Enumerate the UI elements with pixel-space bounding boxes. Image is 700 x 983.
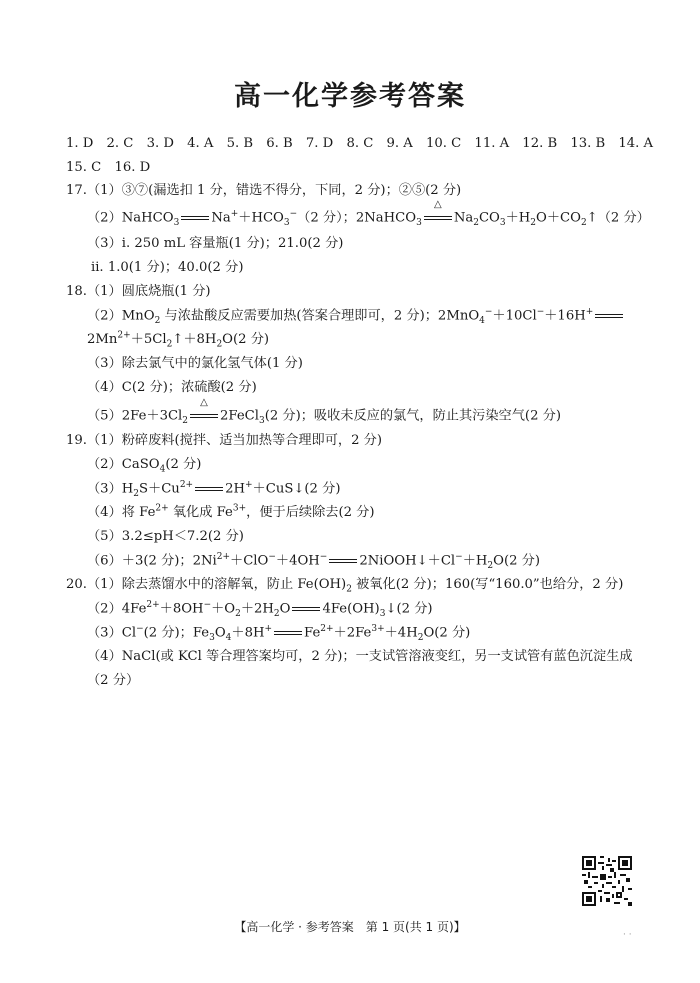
q18-line-3: $2Mn^{2+}+5Cl_2↑+8H_2O(2$ 分) (87, 330, 270, 350)
heat-equals-sign: △ (424, 208, 452, 228)
q18-line-4: （3）除去氯气中的氯化氢气体(1 分) (87, 356, 303, 371)
qr-code-icon (582, 856, 632, 906)
q17-line-3: （3）ⅰ. 250 mL 容量瓶(1 分)；21.0(2 分) (87, 236, 344, 251)
q20-line-5: （2 分） (87, 673, 140, 688)
q17-line-2: （2）NaHCO$_3$ $Na^++HCO_3^-(2$ 分）；2NaHCO$_3$ △ $Na_2CO_3+H_2O+CO_2↑(2$ 分） (87, 199, 650, 229)
equals-sign (595, 306, 623, 326)
q20-line-2: $(2)4Fe^{2+}+8OH^-+O_2+2H_2O$ $4Fe(OH)_3↓(2$ 分) (87, 600, 433, 620)
q17-line-1: 17.（1）③⑦(漏选扣 1 分，错选不得分，下同，2 分)；②⑤(2 分) (66, 183, 462, 198)
q18-line-1: 18.（1）圆底烧瓶(1 分) (66, 284, 211, 299)
q17-line-4: ⅱ. 1.0(1 分)；40.0(2 分) (91, 260, 244, 275)
q19-line-5: （5）3.2≤pH＜7.2(2 分) (87, 529, 244, 544)
q18-line-2: （2）MnO$_2$ 与浓盐酸反应需要加热(答案合理即可，2 分)；2MnO$_4$−＋10Cl−＋16H+ (87, 306, 625, 327)
heat-equals-sign: △ (190, 406, 218, 426)
page-footer: 【高一化学 · 参考答案 第 1 页(共 1 页)】 (234, 920, 466, 934)
equals-sign (329, 551, 357, 571)
q18-line-6: $(5)2Fe+3Cl_2$ △ 2FeCl$_3$(2 分)；吸收未反应的氯气，防止其污染空气(2 分) (87, 397, 561, 427)
page-title: 高一化学参考答案 (234, 81, 466, 112)
equals-sign (181, 208, 209, 228)
q20-line-1: 20.（1）除去蒸馏水中的溶解氧，防止 $Fe(OH)_2$ 被氧化(2 分)；160(写“160.0”也给分，2 分) (66, 577, 624, 595)
equals-sign (274, 623, 302, 643)
q19-line-2: （2）CaSO$_4$(2 分) (87, 457, 202, 475)
q19-line-4: （4）将 $Fe^{2+}$ 氧化成 $Fe^{3+}$，便于后续除去(2 分) (87, 503, 375, 520)
q20-line-4: （4）NaCl(或 KCl 等合理答案均可，2 分)；一支试管溶液变红，另一支试管有蓝色沉淀生成 (87, 649, 633, 664)
equals-sign (195, 479, 223, 499)
q19-line-3: $(3)H_2S+Cu^{2+}$ 2H+＋CuS↓(2 分) (87, 480, 341, 500)
mc-answers-line-1: 1. D 2. C 3. D 4. A 5. B 6. B 7. D 8. C 9. A 10. C 11. A 12. B 13. B 14. A (66, 136, 654, 151)
equals-sign (292, 599, 320, 619)
q20-line-3: （3）Cl−(2 分)；$Fe_3O_4+8H^+$ $Fe^{2+}+2Fe^{3+}+4H_2O(2$ 分) (87, 624, 471, 644)
q19-line-6: （6）＋3(2 分)；$2Ni^{2+}+ClO^-+4OH^-$ $2NiOOH↓+Cl^-+H_2O(2$ 分) (87, 552, 541, 572)
footer-dots: · · (623, 930, 632, 940)
q19-line-1: 19.（1）粉碎废料(搅拌、适当加热等合理即可，2 分) (66, 433, 382, 448)
q18-line-5: （4）C(2 分)；浓硫酸(2 分) (87, 380, 257, 395)
mc-answers-line-2: 15. C 16. D (66, 160, 151, 175)
